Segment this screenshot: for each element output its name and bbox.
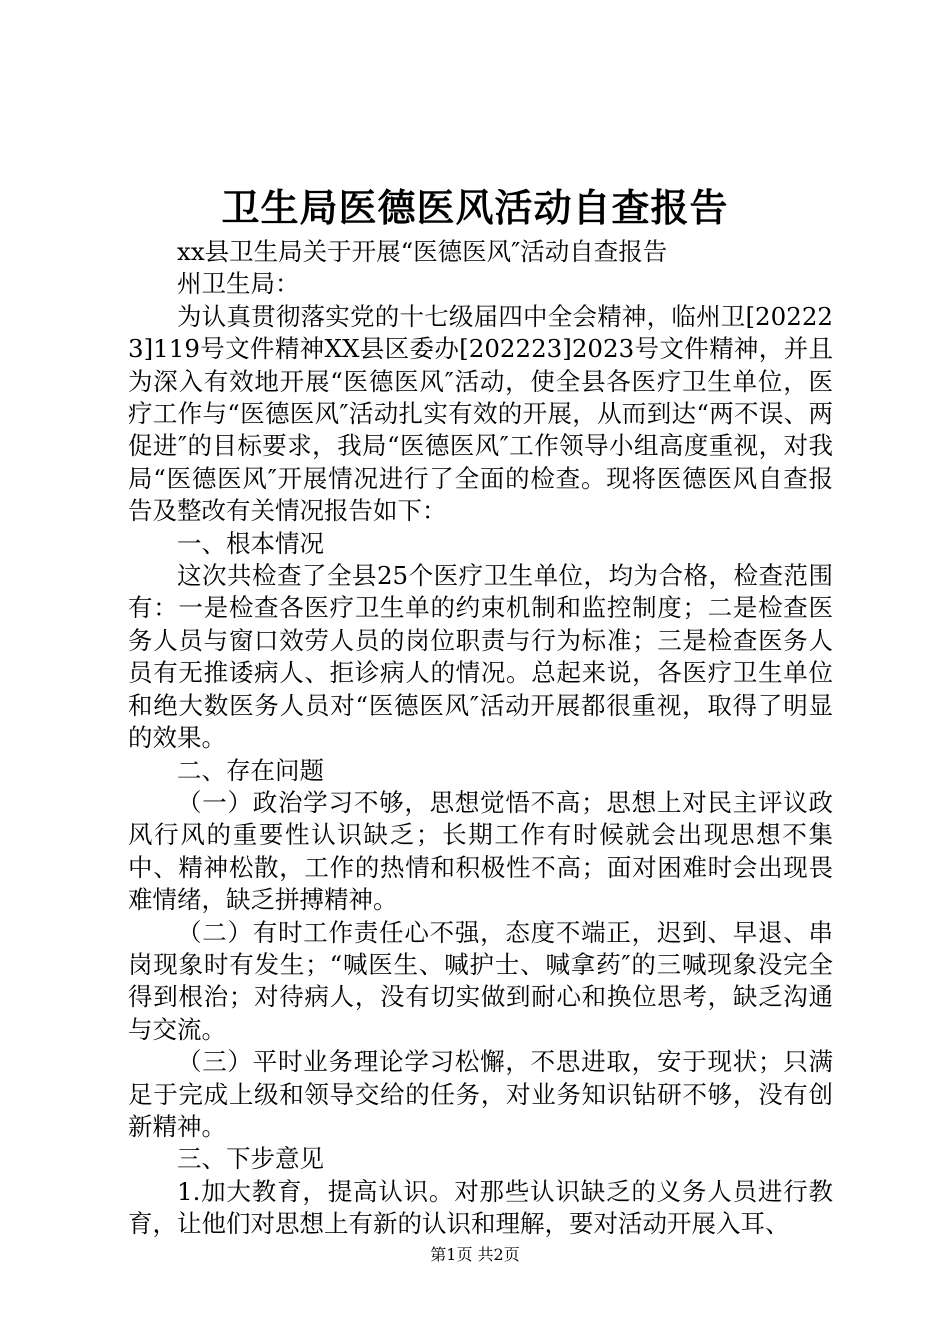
page-footer: 第1页 共2页 <box>430 1245 520 1264</box>
basic-situation-paragraph: 这次共检查了全县25个医疗卫生单位，均为合格，检查范围有：一是检查各医疗卫生单的约束机制和监控制度；二是检查医务人员与窗口效劳人员的岗位职责与行为标准；三是检查医务人员有无推诿病人、拒诊病人的情况。总起来说，各医疗卫生单位和绝大数医务人员对“医德医风″活动开展都很重视，取得了明显的效果。 <box>128 561 833 753</box>
addressee: 州卫生局： <box>177 269 300 299</box>
intro-paragraph: 为认真贯彻落实党的十七级届四中全会精神，临州卫[202223]119号文件精神XX县区委办[202223]2023号文件精神，并且为深入有效地开展“医德医风″活动，使全县各医疗卫生单位，医疗工作与“医德医风″活动扎实有效的开展，从而到达“两不误、两促进″的目标要求，我局“医德医风″工作领导小组高度重视，对我局“医德医风″开展情况进行了全面的检查。现将医德医风自查报告及整改有关情况报告如下： <box>128 301 833 526</box>
document-title: 卫生局医德医风活动自查报告 <box>221 185 729 230</box>
problem-item-1: （一）政治学习不够，思想觉悟不高；思想上对民主评议政风行风的重要性认识缺乏；长期工作有时候就会出现思想不集中、精神松散，工作的热情和积极性不高；面对困难时会出现畏难情绪，缺乏拼搏精神。 <box>128 787 833 915</box>
section-heading-basic: 一、根本情况 <box>177 528 324 558</box>
problem-item-2: （二）有时工作责任心不强，态度不端正，迟到、早退、串岗现象时有发生；“喊医生、喊护士、喊拿药″的三喊现象没完全得到根治；对待病人，没有切实做到耐心和换位思考，缺乏沟通与交流。 <box>128 917 833 1044</box>
document-body <box>128 236 833 1241</box>
section-heading-next-steps: 三、下步意见 <box>177 1144 324 1174</box>
report-subtitle: xx县卫生局关于开展“医德医风″活动自查报告 <box>177 237 668 266</box>
problem-item-3: （三）平时业务理论学习松懈，不思进取，安于现状；只满足于完成上级和领导交给的任务，对业务知识钻研不够，没有创新精神。 <box>128 1047 833 1141</box>
next-step-item-1: 1.加大教育，提高认识。对那些认识缺乏的义务人员进行教育，让他们对思想上有新的认识和理解，要对活动开展入耳、 <box>128 1176 833 1239</box>
section-heading-problems: 二、存在问题 <box>177 755 324 785</box>
